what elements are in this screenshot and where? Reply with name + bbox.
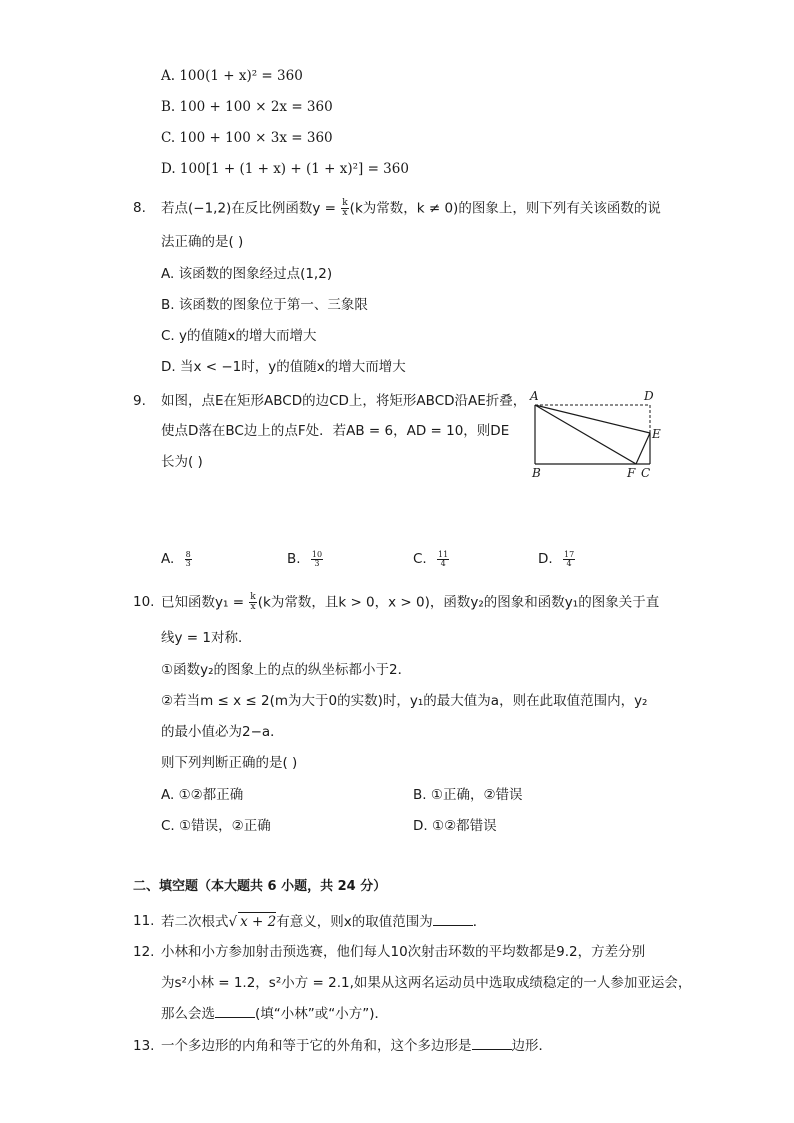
q9-option-c-den: 4 <box>440 558 446 568</box>
q8-option-c: C. y的值随x的增大而增大 <box>161 328 317 344</box>
q10-stem-line1 <box>161 593 659 612</box>
q10-option-c: C. ①错误，②正确 <box>161 818 271 834</box>
fold-line-ae <box>535 405 650 433</box>
q13-stem <box>161 1037 552 1055</box>
q10-option-a: A. ①②都正确 <box>161 787 244 803</box>
q12-line3 <box>161 1005 388 1023</box>
q9-option-d-frac <box>563 551 575 568</box>
q13-number: 13. <box>133 1038 155 1054</box>
q9-option-b <box>287 550 324 568</box>
q11-stem-a: 若二次根式 <box>161 914 229 930</box>
q11-stem-b: 有意义，则x的取值范围为 <box>276 914 433 930</box>
q8-stem-a: 若点(−1,2)在反比例函数y = <box>161 200 341 217</box>
q12-line1: 小林和小方参加射击预选赛，他们每人10次射击环数的平均数都是9.2，方差分别 <box>161 944 646 960</box>
q9-option-d-den: 4 <box>566 558 572 568</box>
q9-option-a-label: A. <box>161 551 175 567</box>
q9-option-c-num: 11 <box>438 549 449 559</box>
q12-line3-b: (填“小林”或“小方”)． <box>255 1006 389 1022</box>
q9-option-a-den: 3 <box>185 558 191 568</box>
q12-line2: 为s²小林 = 1.2，s²小方 = 2.1,如果从这两名运动员中选取成绩稳定的一人参加亚运会， <box>161 975 692 991</box>
q9-option-d-num: 17 <box>563 549 575 559</box>
q9-option-b-frac <box>311 551 323 568</box>
q11-stem <box>161 912 486 931</box>
q8-option-a: A. 该函数的图象经过点(1,2) <box>161 266 333 282</box>
label-a: A <box>530 389 539 403</box>
q11-stem-c: ． <box>472 914 487 930</box>
label-d: D <box>644 389 654 403</box>
q8-option-b: B. 该函数的图象位于第一、三象限 <box>161 297 368 313</box>
q9-option-a-frac <box>185 551 192 568</box>
q9-option-b-num: 10 <box>311 549 323 559</box>
q10-frac-num: k <box>250 592 256 602</box>
q9-option-c <box>413 550 450 568</box>
q10-fraction <box>249 593 256 612</box>
q7-option-c: C. 100 + 100 × 3x = 360 <box>161 130 333 146</box>
q9-option-d <box>538 550 576 568</box>
q10-stem-line2: 线y = 1对称． <box>161 630 252 646</box>
q7-option-a: A. 100(1 + x)² = 360 <box>161 68 303 84</box>
section-fill-in-title: 二、填空题（本大题共 6 小题，共 24 分） <box>133 879 387 894</box>
q10-option-d: D. ①②都错误 <box>413 818 497 834</box>
q10-ask: 则下列判断正确的是( ) <box>161 755 298 771</box>
q9-option-c-label: C. <box>413 551 427 567</box>
q10-stem-a1: 已知函数y₁ = <box>161 594 249 611</box>
q12-line3-a: 那么会选 <box>161 1006 215 1022</box>
q9-number: 9. <box>133 393 146 409</box>
q13-answer-blank[interactable] <box>472 1037 512 1050</box>
q8-number: 8. <box>133 200 146 216</box>
label-b: B <box>532 466 541 480</box>
q9-option-d-label: D. <box>538 551 553 567</box>
label-f: F <box>627 466 636 480</box>
q10-stem-a2: (k为常数，且k > 0，x > 0)，函数y₂的图象和函数y₁的图象关于直 <box>257 594 660 611</box>
label-c: C <box>641 466 651 480</box>
q10-number: 10. <box>133 594 155 610</box>
q9-stem-line3: 长为( ) <box>161 454 203 470</box>
q10-statement-2b: 的最小值必为2−a． <box>161 724 284 740</box>
q9-option-c-frac <box>437 551 449 568</box>
q8-stem-line1 <box>161 199 661 218</box>
q12-answer-blank[interactable] <box>215 1005 255 1018</box>
q8-fraction <box>341 199 348 218</box>
sqrt-icon: √ <box>228 914 238 930</box>
segment-fe <box>636 433 650 464</box>
q13-stem-a: 一个多边形的内角和等于它的外角和，这个多边形是 <box>161 1038 472 1054</box>
q7-option-d: D. 100[1 + (1 + x) + (1 + x)²] = 360 <box>161 161 409 177</box>
q11-radicand: x + 2 <box>240 914 277 930</box>
q8-option-d: D. 当x < −1时，y的值随x的增大而增大 <box>161 359 406 375</box>
q7-option-b: B. 100 + 100 × 2x = 360 <box>161 99 333 115</box>
q8-frac-den: x <box>342 208 348 218</box>
q8-stem-b: (k为常数，k ≠ 0)的图象上，则下列有关该函数的说 <box>349 200 661 217</box>
q10-statement-1: ①函数y₂的图象上的点的纵坐标都小于2． <box>161 662 412 678</box>
q8-stem-line2: 法正确的是( ) <box>161 234 244 250</box>
segment-af <box>535 405 636 464</box>
q12-number: 12. <box>133 944 155 960</box>
label-e: E <box>652 427 661 441</box>
q10-statement-2a: ②若当m ≤ x ≤ 2(m为大于0的实数)时，y₁的最大值为a，则在此取值范围内，y₂ <box>161 693 648 709</box>
q9-option-a <box>161 550 193 568</box>
q10-option-b: B. ①正确，②错误 <box>413 787 523 803</box>
q9-rectangle-figure <box>526 385 666 480</box>
q9-option-b-label: B. <box>287 551 301 567</box>
q10-frac-den: x <box>250 602 256 612</box>
q9-stem-line1: 如图，点E在矩形ABCD的边CD上，将矩形ABCD沿AE折叠， <box>161 393 527 409</box>
q9-option-b-den: 3 <box>314 558 320 568</box>
q9-stem-line2: 使点D落在BC边上的点F处．若AB = 6，AD = 10，则DE <box>161 423 510 439</box>
q11-number: 11. <box>133 913 155 929</box>
q11-answer-blank[interactable] <box>433 913 473 926</box>
q13-stem-b: 边形． <box>511 1038 552 1054</box>
q9-option-a-num: 8 <box>185 549 191 559</box>
q8-frac-num: k <box>342 198 348 208</box>
